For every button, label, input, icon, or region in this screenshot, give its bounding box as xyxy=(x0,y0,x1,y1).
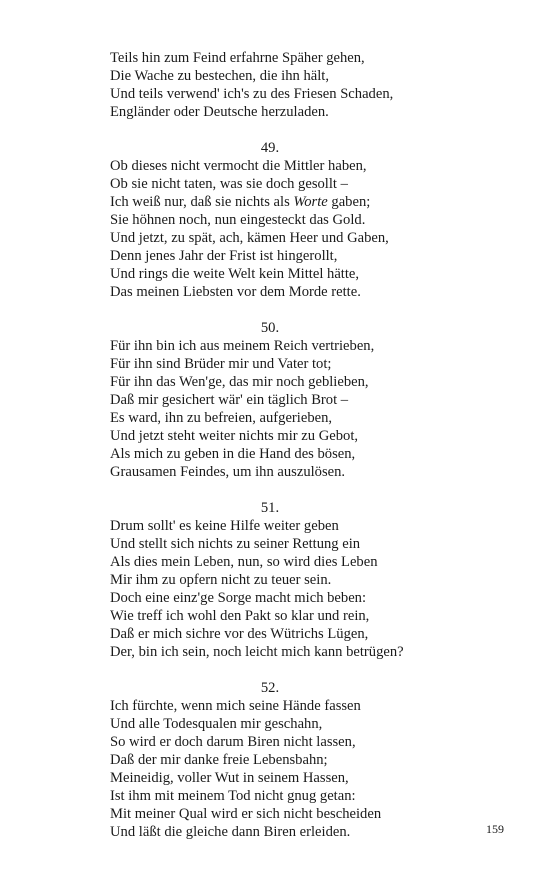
verse-line: Als mich zu geben in die Hand des bösen, xyxy=(110,446,356,462)
verse-line: Und läßt die gleiche dann Biren erleiden. xyxy=(110,824,351,840)
verse-line: Die Wache zu bestechen, die ihn hält, xyxy=(110,68,329,84)
stanza-48-continued xyxy=(110,49,510,121)
verse-line: Und alle Todesqualen mir geschahn, xyxy=(110,716,323,732)
poem-page xyxy=(110,49,510,841)
stanza-number: 51. xyxy=(260,500,280,516)
verse-line: Für ihn sind Brüder mir und Vater tot; xyxy=(110,356,332,372)
verse-line: Grausamen Feindes, um ihn auszulösen. xyxy=(110,464,346,480)
stanza-number: 52. xyxy=(260,680,280,696)
verse-line: Für ihn das Wen'ge, das mir noch geblieben, xyxy=(110,374,369,390)
verse-line: Der, bin ich sein, noch leicht mich kann betrügen? xyxy=(110,644,404,660)
verse-line: Und jetzt, zu spät, ach, kämen Heer und Gaben, xyxy=(110,230,389,246)
verse-line: Ob sie nicht taten, was sie doch gesollt – xyxy=(110,176,348,192)
verse-line: Sie höhnen noch, nun eingesteckt das Gold. xyxy=(110,212,366,228)
verse-line: Mit meiner Qual wird er sich nicht bescheiden xyxy=(110,806,382,822)
verse-line: Engländer oder Deutsche herzuladen. xyxy=(110,104,329,120)
verse-line: Mir ihm zu opfern nicht zu teuer sein. xyxy=(110,572,332,588)
verse-line: Und stellt sich nichts zu seiner Rettung ein xyxy=(110,536,361,552)
verse-line: Für ihn bin ich aus meinem Reich vertrieben, xyxy=(110,338,375,354)
verse-line: Teils hin zum Feind erfahrne Späher gehen, xyxy=(110,50,365,66)
verse-line: Das meinen Liebsten vor dem Morde rette. xyxy=(110,284,361,300)
stanza-49 xyxy=(110,139,510,301)
stanza-50 xyxy=(110,319,510,481)
verse-line: Ob dieses nicht vermocht die Mittler haben, xyxy=(110,158,367,174)
verse-line: Daß er mich sichre vor des Wütrichs Lügen, xyxy=(110,626,369,642)
verse-line: Ist ihm mit meinem Tod nicht gnug getan: xyxy=(110,788,356,804)
verse-line: So wird er doch darum Biren nicht lassen, xyxy=(110,734,356,750)
verse-line: Denn jenes Jahr der Frist ist hingerollt, xyxy=(110,248,338,264)
verse-line: Daß mir gesichert wär' ein täglich Brot – xyxy=(110,392,349,408)
verse-line: Meineidig, voller Wut in seinem Hassen, xyxy=(110,770,349,786)
verse-line: Und jetzt steht weiter nichts mir zu Gebot, xyxy=(110,428,359,444)
verse-line: Doch eine einz'ge Sorge macht mich beben: xyxy=(110,590,367,606)
verse-line: Daß der mir danke freie Lebensbahn; xyxy=(110,752,328,768)
verse-line: Wie treff ich wohl den Pakt so klar und rein, xyxy=(110,608,370,624)
stanza-52 xyxy=(110,679,510,841)
stanza-number: 49. xyxy=(260,140,280,156)
verse-line: Es ward, ihn zu befreien, aufgerieben, xyxy=(110,410,333,426)
stanza-number: 50. xyxy=(260,320,280,336)
verse-line: Ich fürchte, wenn mich seine Hände fassen xyxy=(110,698,361,714)
verse-line: Und teils verwend' ich's zu des Friesen Schaden, xyxy=(110,86,394,102)
verse-line: Als dies mein Leben, nun, so wird dies Leben xyxy=(110,554,378,570)
verse-line: Und rings die weite Welt kein Mittel hätte, xyxy=(110,266,360,282)
verse-line: Drum sollt' es keine Hilfe weiter geben xyxy=(110,518,339,534)
page-number: 159 xyxy=(486,822,504,836)
verse-line: Ich weiß nur, daß sie nichts als Worte gaben; xyxy=(110,194,371,210)
emphasized-word: Worte xyxy=(293,194,328,210)
stanza-51 xyxy=(110,499,510,661)
